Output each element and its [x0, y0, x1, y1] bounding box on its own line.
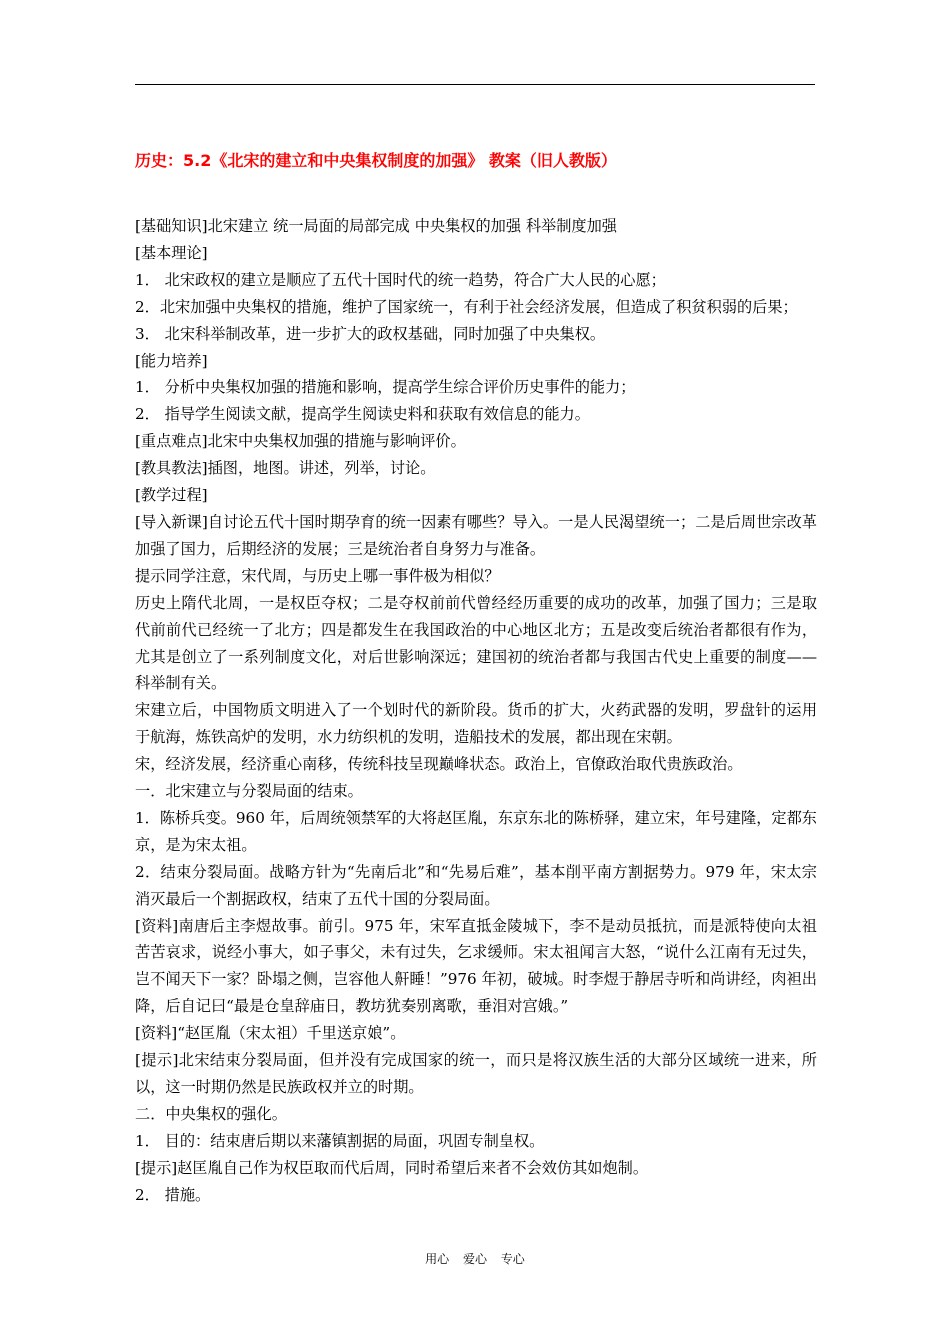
body-paragraph: 1． 分析中央集权加强的措施和影响，提高学生综合评价历史事件的能力；	[135, 378, 636, 397]
body-paragraph: 1． 目的：结束唐后期以来藩镇割据的局面，巩固专制皇权。	[135, 1131, 545, 1150]
body-paragraph: 提示同学注意，宋代周，与历史上哪一事件极为相似？	[135, 566, 500, 585]
body-paragraph: 1． 北宋政权的建立是顺应了五代十国时代的统一趋势，符合广大人民的心愿；	[135, 270, 666, 289]
body-paragraph: 二．中央集权的强化。	[135, 1104, 287, 1123]
page-footer: 用心 爱心 专心	[425, 1252, 525, 1266]
header-rule	[135, 84, 815, 85]
document-title: 历史：5.2《北宋的建立和中央集权制度的加强》 教案（旧人教版）	[135, 151, 617, 170]
body-paragraph: 2． 措施。	[135, 1185, 211, 1204]
body-paragraph: 1．陈桥兵变。960 年，后周统领禁军的大将赵匡胤，东京东北的陈桥驿，建立宋，年号建隆，定都东京，是为宋太祖。	[135, 808, 817, 854]
body-paragraph: 2．结束分裂局面。战略方针为“先南后北”和“先易后难”，基本削平南方割据势力。979 年，宋太宗消灭最后一个割据政权，结束了五代十国的分裂局面。	[135, 862, 817, 908]
body-paragraph: [教学过程]	[135, 486, 208, 505]
body-paragraph: 2． 指导学生阅读文献，提高学生阅读史料和获取有效信息的能力。	[135, 405, 590, 424]
body-paragraph: [资料]南唐后主李煜故事。前引。975 年，宋军直抵金陵城下，李不是动员抵抗，而是派特使向太祖苦苦哀求，说经小事大，如子事父，未有过失，乞求缓师。宋太祖闻言大怒，“说什么江南有无过失，岂不闻天下一家？卧塌之侧，岂容他人鼾睡！”976 年初，破城。时李煜于静居寺听和尚讲经，肉袒出降，后自记曰“最是仓皇辞庙日，教坊犹奏别离歌，垂泪对宫娥。”	[135, 916, 817, 1016]
body-paragraph: 宋建立后，中国物质文明进入了一个划时代的新阶段。货币的扩大，火药武器的发明，罗盘针的运用于航海，炼铁高炉的发明，水力纺织机的发明，造船技术的发展，都出现在宋朝。	[135, 701, 817, 747]
body-paragraph: 3． 北宋科举制改革，进一步扩大的政权基础，同时加强了中央集权。	[135, 324, 606, 343]
body-paragraph: [重点难点]北宋中央集权加强的措施与影响评价。	[135, 432, 466, 451]
body-paragraph: 2．北宋加强中央集权的措施，维护了国家统一，有利于社会经济发展，但造成了积贫积弱的后果；	[135, 297, 798, 316]
body-paragraph: [提示]北宋结束分裂局面，但并没有完成国家的统一，而只是将汉族生活的大部分区域统一进来，所以，这一时期仍然是民族政权并立的时期。	[135, 1051, 817, 1096]
document-body	[135, 213, 817, 1209]
body-paragraph: [能力培养]	[135, 351, 208, 370]
body-paragraph: [资料]“赵匡胤（宋太祖）千里送京娘”。	[135, 1024, 406, 1043]
body-paragraph: [提示]赵匡胤自己作为权臣取而代后周，同时希望后来者不会效仿其如炮制。	[135, 1158, 649, 1177]
body-paragraph: [导入新课]自讨论五代十国时期孕育的统一因素有哪些？导入。一是人民渴望统一；二是后周世宗改革加强了国力，后期经济的发展；三是统治者自身努力与准备。	[135, 512, 817, 558]
body-paragraph: [教具教法]插图，地图。讲述，列举，讨论。	[135, 459, 436, 478]
body-paragraph: 宋，经济发展，经济重心南移，传统科技呈现巅峰状态。政治上，官僚政治取代贵族政治。	[135, 755, 743, 774]
body-paragraph: [基本理论]	[135, 243, 208, 262]
body-paragraph: [基础知识]北宋建立 统一局面的局部完成 中央集权的加强 科举制度加强	[135, 217, 617, 235]
body-paragraph: 一．北宋建立与分裂局面的结束。	[135, 782, 363, 801]
body-paragraph: 历史上隋代北周，一是权臣夺权；二是夺权前前代曾经经历重要的成功的改革，加强了国力；三是取代前前代已经统一了北方；四是都发生在我国政治的中心地区北方；五是改变后统治者都很有作为，尤其是创立了一系列制度文化，对后世影响深远；建国初的统治者都与我国古代史上重要的制度——科举制有关。	[135, 593, 817, 693]
